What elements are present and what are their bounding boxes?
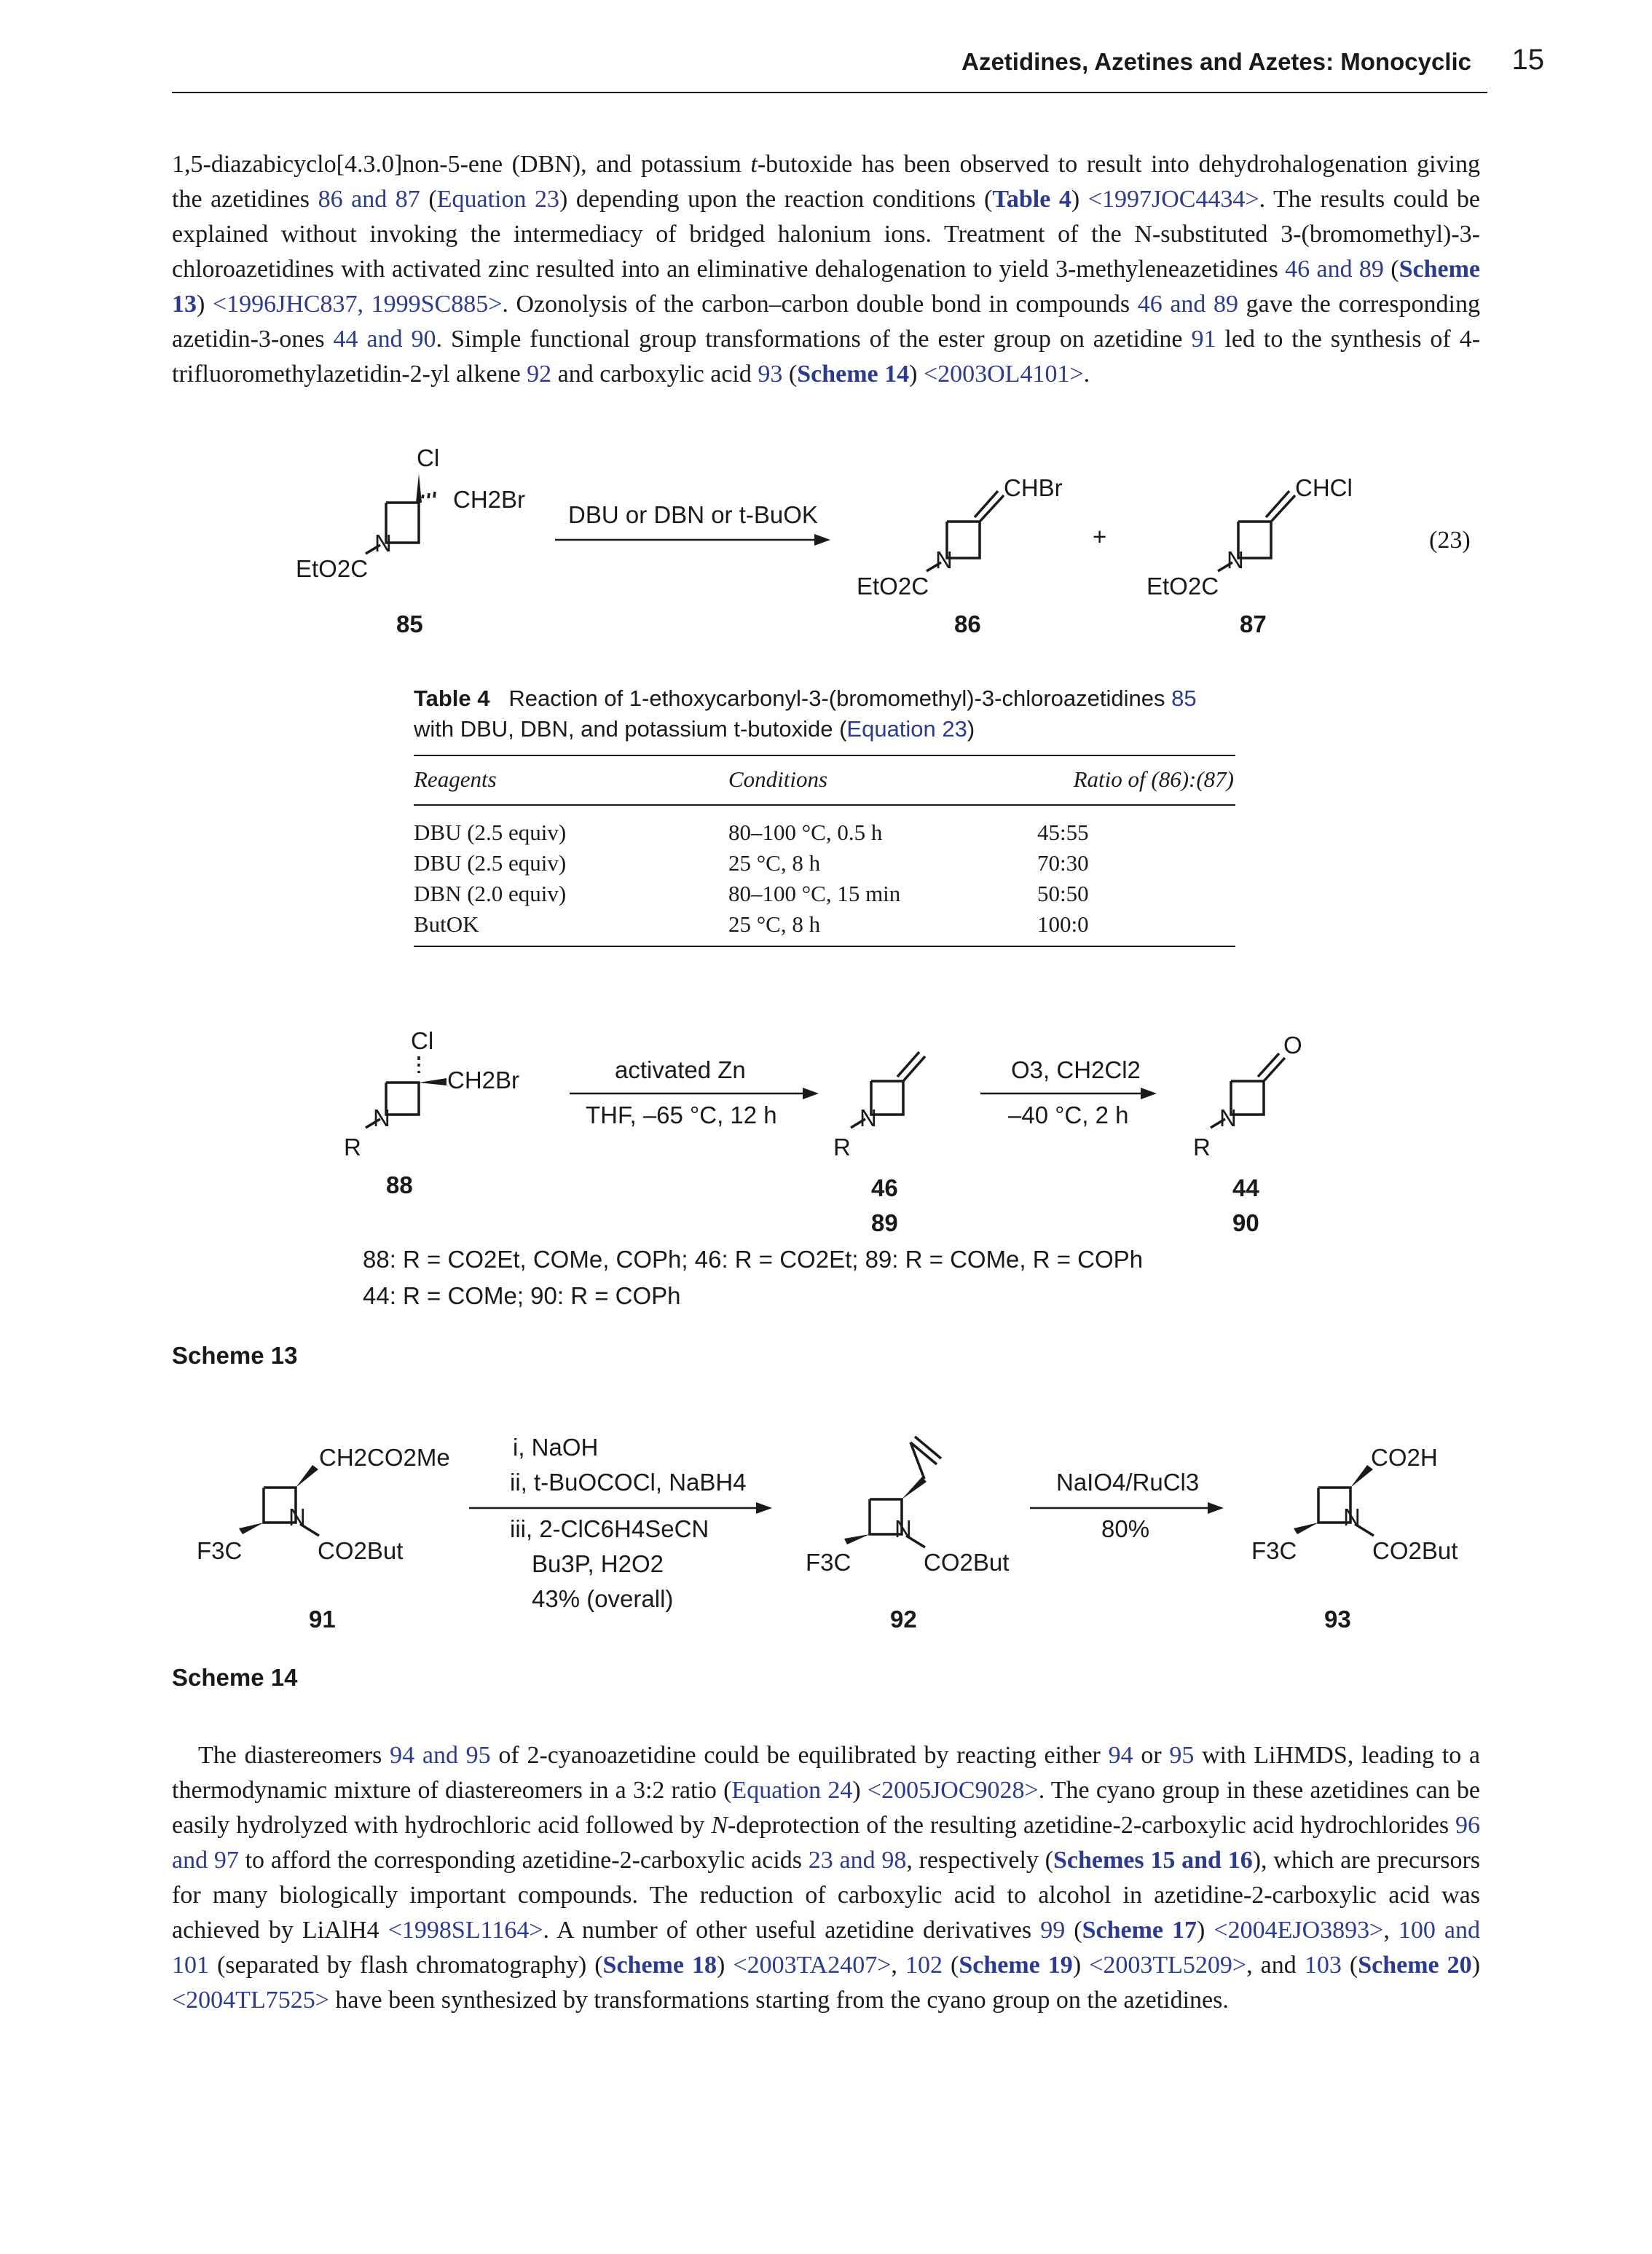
citation-link[interactable]: <2005JOC9028> — [867, 1777, 1039, 1804]
table-cell: 25 °C, 8 h — [728, 850, 821, 876]
scheme-link[interactable]: Scheme 19 — [959, 1952, 1073, 1979]
table-cell: DBN (2.0 equiv) — [414, 881, 567, 906]
scheme-13-label: Scheme 13 — [172, 1342, 298, 1369]
table-cell: 45:55 — [1037, 820, 1089, 845]
compound-link[interactable]: 94 — [1108, 1742, 1133, 1769]
table-cell: DBU (2.5 equiv) — [414, 850, 567, 876]
table-link[interactable]: Table 4 — [992, 186, 1071, 213]
group-co2but: CO2But — [318, 1537, 404, 1564]
atom-n: N — [894, 1515, 912, 1542]
compound-link[interactable]: 46 and 89 — [1137, 291, 1239, 318]
atom-n: N — [373, 1104, 390, 1131]
table-header-conditions: Conditions — [728, 755, 998, 805]
compound-link[interactable]: 94 and 95 — [390, 1742, 491, 1769]
table-cell: 80–100 °C, 0.5 h — [728, 820, 883, 845]
compound-link[interactable]: 102 — [905, 1952, 943, 1979]
r-group: R — [344, 1134, 361, 1161]
atom-cl: Cl — [411, 1027, 434, 1054]
group-eto2c: EtO2C — [857, 573, 929, 600]
page-number: 15 — [1511, 44, 1544, 76]
compound-link[interactable]: 85 — [1171, 686, 1197, 711]
plus-sign: + — [1093, 523, 1107, 550]
group-eto2c: EtO2C — [296, 555, 369, 582]
citation-link[interactable]: <1996JHC837, 1999SC885> — [212, 291, 503, 318]
citation-link[interactable]: <2003OL4101> — [923, 361, 1084, 388]
scheme-link[interactable]: Schemes 15 and 16 — [1053, 1847, 1253, 1874]
compound-link[interactable]: 100 and 101 — [172, 1917, 1481, 1979]
table-cell: 25 °C, 8 h — [728, 909, 998, 946]
compound-number-85: 85 — [396, 610, 423, 637]
group-ch2br: CH2Br — [453, 486, 526, 513]
compound-number-90: 90 — [1232, 1209, 1259, 1236]
table-header-reagents: Reagents — [414, 755, 728, 805]
legend-line-1: 88: R = CO2Et, COMe, COPh; 46: R = CO2Et; 89: R = COMe, R = COPh — [363, 1246, 1144, 1273]
scheme-link[interactable]: Scheme 17 — [1082, 1917, 1197, 1944]
reaction-arrow-steps — [469, 1434, 772, 1612]
atom-n: N — [1219, 1104, 1237, 1131]
group-ch2br: CH2Br — [447, 1067, 520, 1093]
citation-link[interactable]: <2004TL7525> — [172, 1987, 329, 2014]
compound-link[interactable]: 44 and 90 — [333, 326, 436, 353]
compound-link[interactable]: 92 — [527, 361, 552, 388]
r-group: R — [833, 1134, 851, 1161]
reagent-label: DBU or DBN or t-BuOK — [568, 501, 818, 528]
table-cell: 80–100 °C, 15 min — [728, 881, 901, 906]
condition-yield: 43% (overall) — [532, 1585, 674, 1612]
group-ch2co2me: CH2CO2Me — [319, 1444, 450, 1471]
condition-label: THF, –65 °C, 12 h — [586, 1102, 777, 1128]
legend-line-2: 44: R = COMe; 90: R = COPh — [363, 1282, 681, 1309]
atom-cl: Cl — [417, 444, 440, 471]
compound-link[interactable]: 46 and 89 — [1285, 256, 1384, 283]
reagent-label: NaIO4/RuCl3 — [1056, 1469, 1200, 1496]
body-paragraph-2: The diastereomers 94 and 95 of 2-cyanoazetidine could be equilibrated by reacting either 94 or 95 with LiHMDS, leading to a thermodynamic mixture of diastereomers in a 3:2 ratio (Equation 24) <2005JOC9028>. The cyano group in these azetidines can be easily hydrolyzed with hydrochloric acid followed by N-deprotection of the resulting azetidine-2-carboxylic acid hydrochlorides 96 and 97 to afford the corresponding azetidine-2-carboxylic acids 23 and 98, respectively (Schemes 15 and 16), which are precursors for many biologically important compounds. The reduction of carboxylic acid to alcohol in azetidine-2-carboxylic acid was achieved by LiAlH4 <1998SL1164>. A number of other useful azetidine derivatives 99 (Scheme 17) <2004EJO3893>, 100 and 101 (separated by flash chromatography) (Scheme 18) <2003TA2407>, 102 (Scheme 19) <2003TL5209>, and 103 (Scheme 20) <2004TL7525> have been synthesized by transformations starting from the cyano group on the azetidines. — [172, 1742, 1481, 2014]
equation-link[interactable]: Equation 23 — [436, 186, 560, 213]
atom-o: O — [1283, 1032, 1302, 1059]
atom-n: N — [374, 530, 392, 557]
equation-link[interactable]: Equation 24 — [731, 1777, 853, 1804]
compound-number-89: 89 — [871, 1209, 898, 1236]
atom-n: N — [288, 1504, 306, 1531]
reagent-label: O3, CH2Cl2 — [1011, 1056, 1141, 1083]
reaction-arrow-oxidation — [1030, 1469, 1224, 1542]
condition-label: –40 °C, 2 h — [1008, 1102, 1129, 1128]
compound-number-46: 46 — [871, 1174, 898, 1201]
scheme-link[interactable]: Scheme 13 — [172, 256, 1481, 318]
compound-number-91: 91 — [309, 1606, 336, 1633]
table-4-caption: Table 4 Reaction of 1-ethoxycarbonyl-3-(bromomethyl)-3-chloroazetidines 85 with DBU, DBN, and potassium t-butoxide (Equation 23) — [414, 686, 1197, 742]
citation-link[interactable]: <1998SL1164> — [388, 1917, 543, 1944]
compound-number-92: 92 — [890, 1606, 917, 1633]
equation-number: (23) — [1429, 527, 1471, 554]
compound-number-93: 93 — [1324, 1606, 1351, 1633]
body-paragraph-1: 1,5-diazabicyclo[4.3.0]non-5-ene (DBN), and potassium t-butoxide has been observed to result into dehydrohalogenation giving the azetidines 86 and 87 (Equation 23) depending upon the reaction conditions (Table 4) <1997JOC4434>. The results could be explained without invoking the intermediacy of bridged halonium ions. Treatment of the N-substituted 3-(bromomethyl)-3-chloroazetidines with activated zinc resulted into an eliminative dehalogenation to yield 3-methyleneazetidines 46 and 89 (Scheme 13) <1996JHC837, 1999SC885>. Ozonolysis of the carbon–carbon double bond in compounds 46 and 89 gave the corresponding azetidin-3-ones 44 and 90. Simple functional group transformations of the ester group on azetidine 91 led to the synthesis of 4-trifluoromethylazetidin-2-yl alkene 92 and carboxylic acid 93 (Scheme 14) <2003OL4101>. — [172, 151, 1481, 388]
group-chcl: CHCl — [1295, 474, 1353, 501]
compound-number-86: 86 — [954, 610, 981, 637]
citation-link[interactable]: <2003TA2407> — [733, 1952, 892, 1979]
compound-link[interactable]: 96 and 97 — [172, 1812, 1480, 1874]
group-f3c: F3C — [806, 1549, 851, 1576]
compound-link[interactable]: 23 and 98 — [808, 1847, 907, 1874]
scheme-link[interactable]: Scheme 20 — [1358, 1952, 1472, 1979]
scheme-link[interactable]: Scheme 18 — [602, 1952, 717, 1979]
citation-link[interactable]: <2003TL5209> — [1089, 1952, 1247, 1979]
condition-step-1: i, NaOH — [513, 1434, 599, 1461]
group-co2but: CO2But — [924, 1549, 1010, 1576]
yield-label: 80% — [1101, 1515, 1150, 1542]
table-cell: 50:50 — [1037, 881, 1089, 906]
scheme-link[interactable]: Scheme 14 — [797, 361, 910, 388]
running-header-title: Azetidines, Azetines and Azetes: Monocyclic — [961, 48, 1471, 75]
compound-number-87: 87 — [1240, 610, 1267, 637]
compound-number-44: 44 — [1232, 1174, 1259, 1201]
structure-91 — [197, 1444, 450, 1633]
group-eto2c: EtO2C — [1146, 573, 1219, 600]
atom-n: N — [935, 546, 953, 573]
condition-step-3b: Bu3P, H2O2 — [532, 1550, 664, 1577]
group-f3c: F3C — [197, 1537, 243, 1564]
compound-link[interactable]: 99 — [1040, 1917, 1066, 1944]
citation-link[interactable]: <2004EJO3893> — [1214, 1917, 1384, 1944]
compound-link[interactable]: 95 — [1169, 1742, 1195, 1769]
equation-link[interactable]: Equation 23 — [846, 716, 967, 742]
atom-n: N — [1227, 546, 1244, 573]
group-f3c: F3C — [1251, 1537, 1297, 1564]
structure-93 — [1251, 1444, 1458, 1633]
atom-n: N — [1343, 1504, 1361, 1531]
compound-link[interactable]: 86 and 87 — [318, 186, 420, 213]
compound-number-88: 88 — [386, 1171, 413, 1198]
table-header-ratio: Ratio of (86):(87) — [998, 755, 1235, 805]
compound-link[interactable]: 93 — [758, 361, 783, 388]
condition-step-3: iii, 2-ClC6H4SeCN — [510, 1515, 709, 1542]
table-cell: ButOK — [414, 909, 728, 946]
compound-link[interactable]: 91 — [1191, 326, 1216, 353]
table-cell: 100:0 — [998, 909, 1235, 946]
group-co2h: CO2H — [1371, 1444, 1438, 1471]
r-group: R — [1193, 1134, 1211, 1161]
scheme-14-label: Scheme 14 — [172, 1664, 298, 1691]
reagent-label: activated Zn — [615, 1056, 746, 1083]
compound-link[interactable]: 103 — [1304, 1952, 1342, 1979]
group-co2but: CO2But — [1372, 1537, 1458, 1564]
atom-n: N — [860, 1104, 877, 1131]
table-cell: 70:30 — [1037, 850, 1089, 876]
structure-92 — [806, 1437, 1009, 1633]
table-cell: DBU (2.5 equiv) — [414, 820, 567, 845]
group-chbr: CHBr — [1004, 474, 1063, 501]
citation-link[interactable]: <1997JOC4434> — [1087, 186, 1259, 213]
condition-step-2: ii, t-BuOCOCl, NaBH4 — [510, 1469, 747, 1496]
